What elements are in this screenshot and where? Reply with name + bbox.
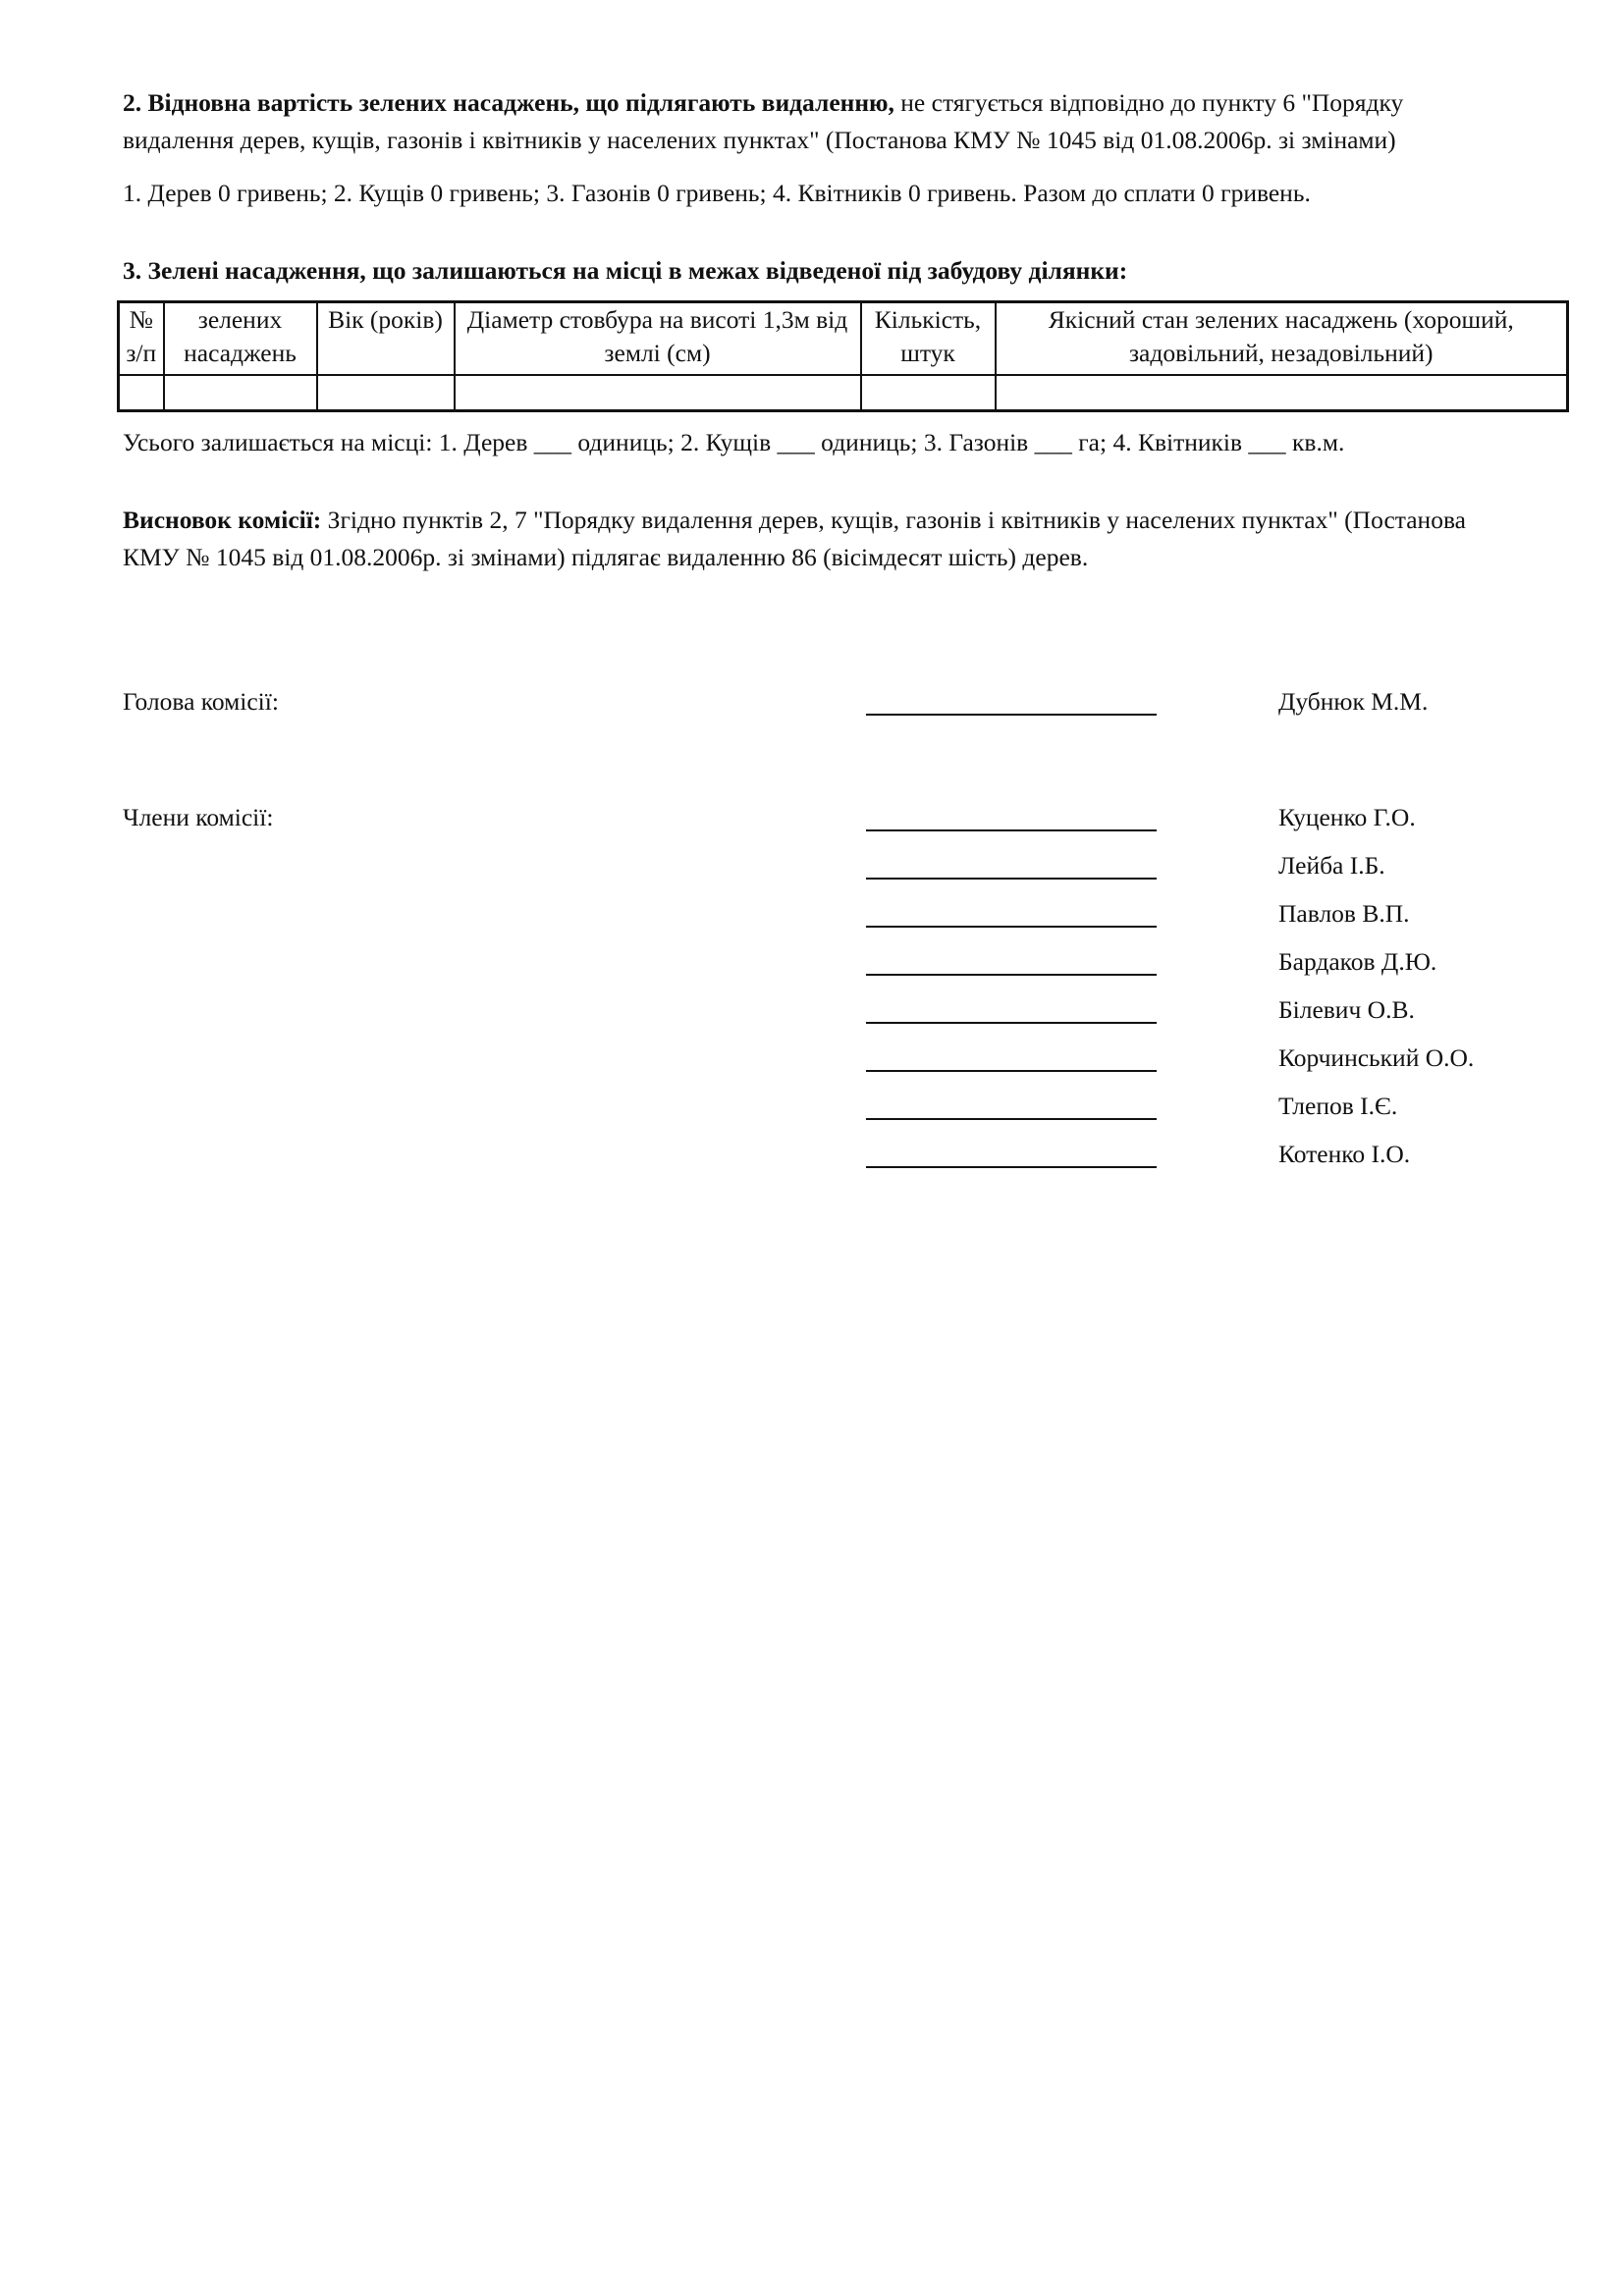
conclusion-label: Висновок комісії:	[123, 506, 322, 534]
member-name: Куценко Г.О.	[1278, 803, 1416, 831]
section-2-heading: 2. Відновна вартість зелених насаджень, що підлягають видаленню,	[123, 88, 894, 117]
table-cell	[861, 375, 996, 411]
column-header-diameter: Діаметр стовбура на висоті 1,3м від землі (см)	[455, 302, 861, 376]
column-header-age: Вік (років)	[317, 302, 455, 376]
signature-line	[866, 1166, 1157, 1168]
signature-line	[866, 829, 1157, 831]
signature-line	[866, 974, 1157, 976]
section-2-costs: 1. Дерев 0 гривень; 2. Кущів 0 гривень; 3. Газонів 0 гривень; 4. Квітників 0 гривень. Разом до сплати 0 гривень.	[123, 179, 1311, 207]
signature-line-chair	[866, 714, 1157, 716]
green-plantings-table	[117, 300, 1569, 412]
chair-name: Дубнюк М.М.	[1278, 687, 1429, 716]
column-header-plantings: зелених насаджень	[164, 302, 317, 376]
signature-line	[866, 1022, 1157, 1024]
table-cell	[119, 375, 164, 411]
column-header-condition: Якісний стан зелених насаджень (хороший, задовільний, незадовільний)	[996, 302, 1568, 376]
member-name: Котенко І.О.	[1278, 1140, 1411, 1168]
table-cell	[164, 375, 317, 411]
members-label: Члени комісії:	[123, 803, 274, 831]
member-name: Тлепов І.Є.	[1278, 1092, 1398, 1120]
member-name: Лейба І.Б.	[1278, 851, 1385, 880]
signature-line	[866, 1070, 1157, 1072]
member-name: Бардаков Д.Ю.	[1278, 947, 1437, 976]
table-header-row	[119, 302, 1568, 376]
chair-label: Голова комісії:	[123, 687, 279, 716]
section-2-text: не стягується відповідно до пункту 6 "Порядку видалення дерев, кущів, газонів і квітників у населених пунктах" (Постанова КМУ № 1045 від 01.08.2006р. зі змінами)	[123, 88, 1404, 155]
member-name: Корчинський О.О.	[1278, 1043, 1475, 1072]
section-2-paragraph	[123, 84, 1517, 160]
column-header-quantity: Кількість, штук	[861, 302, 996, 376]
signature-line	[866, 1118, 1157, 1120]
section-3-heading: 3. Зелені насадження, що залишаються на місці в межах відведеної під забудову ділянки:	[123, 256, 1128, 285]
conclusion-text: Згідно пунктів 2, 7 "Порядку видалення дерев, кущів, газонів і квітників у населених пунктах" (Постанова КМУ № 1045 від 01.08.2006р. зі змінами) підлягає видаленню 86 (вісімдесят шість) дерев.	[123, 506, 1466, 572]
table-cell	[996, 375, 1568, 411]
table-cell	[317, 375, 455, 411]
member-name: Павлов В.П.	[1278, 899, 1410, 928]
column-header-number: № з/п	[119, 302, 164, 376]
remaining-summary: Усього залишається на місці: 1. Дерев ___ одиниць; 2. Кущів ___ одиниць; 3. Газонів ___ га; 4. Квітників ___ кв.м.	[123, 428, 1345, 456]
table-row	[119, 375, 1568, 411]
commission-conclusion	[123, 502, 1517, 577]
signature-line	[866, 926, 1157, 928]
signature-line	[866, 878, 1157, 880]
member-name: Білевич О.В.	[1278, 995, 1415, 1024]
table-cell	[455, 375, 861, 411]
